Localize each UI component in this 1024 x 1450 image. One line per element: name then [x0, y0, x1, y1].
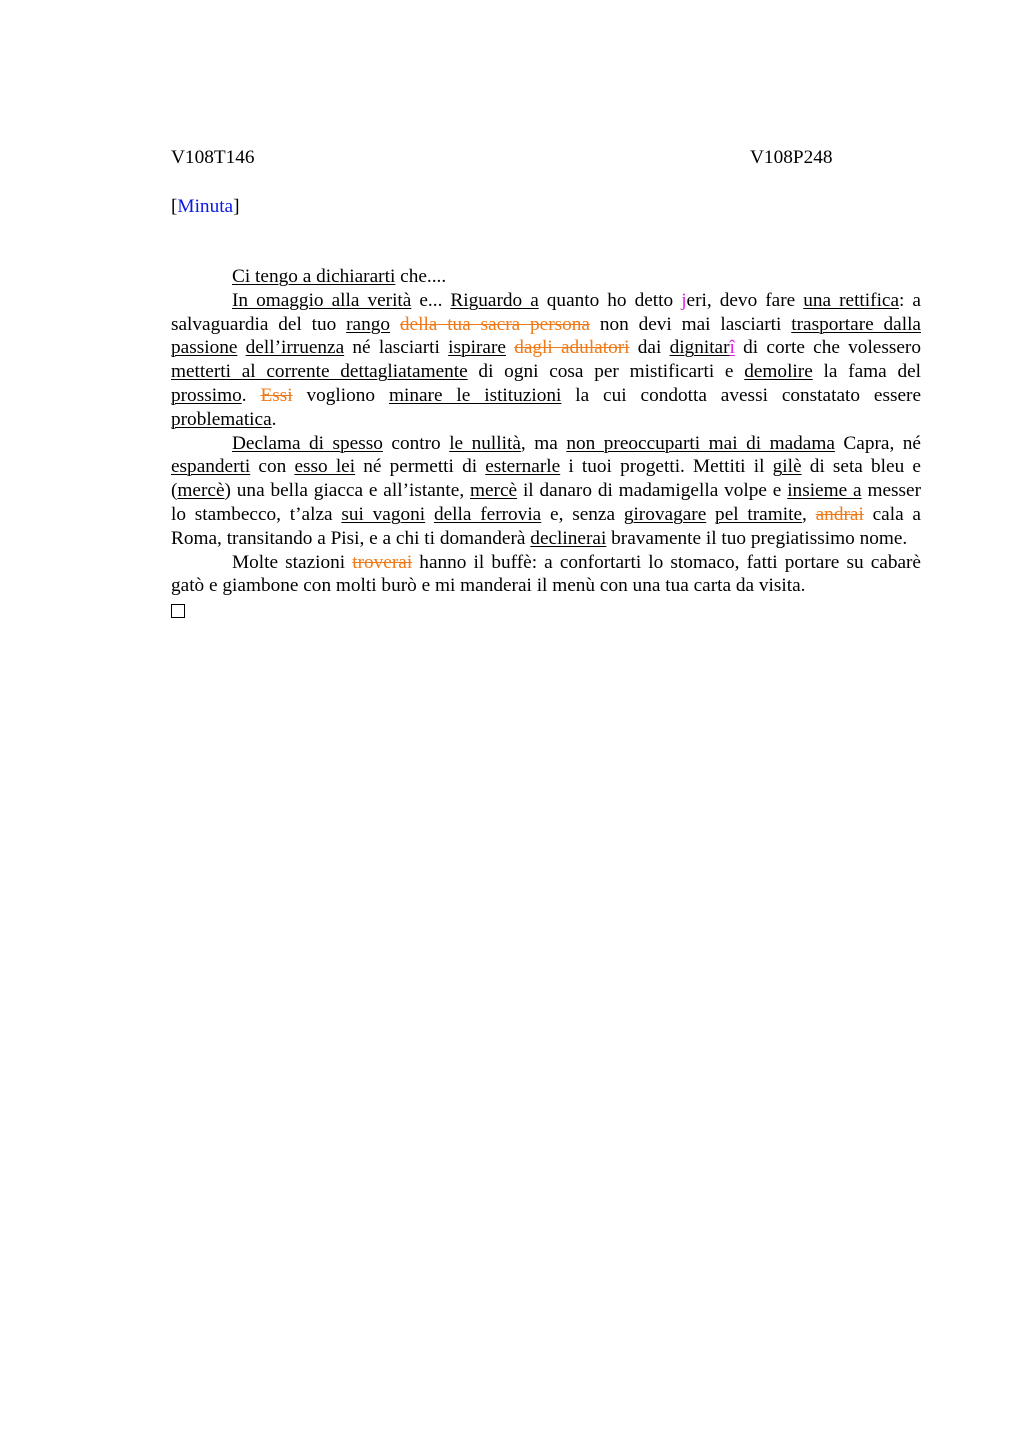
- underlined-text: della ferrovia: [433, 503, 542, 525]
- text-segment: hanno il buffè: a confortarti lo stomaco, fatti portare su cabarè gatò e giambone con molti burò e mi manderai il menù con una tua carta da visita.: [171, 551, 921, 597]
- text-segment: il danaro di madamigella volpe e: [517, 480, 788, 502]
- text-segment: ,: [802, 503, 816, 525]
- underlined-text: dell’irruenza: [245, 337, 345, 359]
- text-segment: quanto ho detto: [538, 289, 682, 311]
- text-segment: .: [241, 384, 261, 406]
- text-segment: contro: [382, 432, 450, 454]
- left-identifier: V108T146: [171, 147, 255, 168]
- deleted-text: della tua sacra persona: [399, 313, 590, 335]
- underlined-text: minare le istituzioni: [388, 384, 562, 406]
- text-segment: di corte che volessero: [734, 337, 921, 359]
- underlined-text: declinerai: [530, 527, 607, 549]
- deleted-text: andrai: [815, 503, 864, 525]
- document-page: [171, 146, 921, 624]
- underlined-text: trasportare dalla passione: [171, 313, 921, 359]
- underlined-text: demolire: [744, 361, 813, 383]
- document-body: [171, 265, 921, 598]
- close-bracket: ]: [233, 196, 240, 217]
- underlined-text: le nullità: [449, 432, 521, 454]
- text-segment: , ma: [520, 432, 567, 454]
- underlined-text: una rettifica: [803, 289, 900, 311]
- text-segment: cala a Roma, transitando a Pisi, e a chi ti domanderà: [171, 503, 921, 549]
- underlined-text: esso lei: [294, 456, 356, 478]
- inserted-underlined-text: î: [729, 337, 735, 359]
- underlined-text: espanderti: [171, 456, 251, 478]
- text-segment: né permetti di: [355, 456, 486, 478]
- underlined-text: gilè: [772, 456, 802, 478]
- underlined-text: girovagare: [623, 503, 707, 525]
- underlined-text: metterti al corrente dettagliatamente: [171, 361, 468, 383]
- paragraph: [171, 432, 921, 551]
- right-identifier: V108P248: [750, 147, 833, 168]
- inserted-text: j: [681, 289, 687, 311]
- underlined-text: insieme a: [787, 480, 862, 502]
- underlined-text: mercè: [470, 480, 518, 502]
- underlined-text: mercè: [177, 480, 225, 502]
- underlined-text: sui vagoni: [341, 503, 426, 525]
- empty-box-icon: [171, 604, 185, 618]
- text-segment: né lasciarti: [344, 337, 449, 359]
- text-segment: la fama del: [812, 361, 922, 383]
- document-identifiers: [171, 146, 921, 170]
- underlined-text: rango: [346, 313, 391, 335]
- underlined-text: non preoccuparti mai di madama: [566, 432, 835, 454]
- text-segment: la cui condotta avessi constatato essere: [561, 384, 921, 406]
- text-segment: messer lo stambecco, t’alza: [171, 480, 921, 525]
- text-segment: e, senza: [541, 503, 624, 525]
- deleted-text: dagli adulatori: [514, 337, 630, 359]
- underlined-text: problematica: [171, 408, 272, 430]
- deleted-text: Essi: [260, 384, 293, 406]
- text-segment: i tuoi progetti. Mettiti il: [560, 456, 773, 478]
- text-segment: con: [250, 456, 295, 478]
- text-segment: [237, 337, 245, 358]
- text-segment: bravamente il tuo pregiatissimo nome.: [606, 527, 908, 549]
- end-of-text-marker: [171, 598, 921, 624]
- text-segment: [425, 504, 434, 525]
- underlined-text: pel tramite: [715, 503, 802, 525]
- paragraph: [171, 265, 921, 289]
- underlined-text: Ci tengo a dichiararti: [232, 266, 396, 287]
- text-segment: e...: [411, 289, 451, 311]
- paragraph: [171, 551, 921, 599]
- text-segment: ) una bella giacca e all’istante,: [224, 480, 470, 502]
- text-segment: di seta bleu e (: [171, 456, 921, 502]
- paragraph: [171, 289, 921, 432]
- document-kind-label: Minuta: [177, 196, 234, 217]
- text-segment: [506, 337, 514, 358]
- underlined-text: In omaggio alla verità: [232, 289, 412, 311]
- text-segment: vogliono: [292, 384, 389, 406]
- text-segment: : a salvaguardia del tuo: [171, 289, 921, 335]
- underlined-text: ispirare: [448, 337, 506, 359]
- deleted-text: troverai: [352, 551, 413, 573]
- open-bracket: [: [171, 196, 178, 217]
- underlined-text: prossimo: [171, 384, 242, 406]
- underlined-text: Declama di spesso: [232, 432, 383, 454]
- text-segment: Capra, né: [834, 432, 921, 454]
- text-segment: che....: [395, 266, 447, 287]
- text-segment: dai: [629, 337, 670, 359]
- underlined-text: dignitar: [669, 337, 730, 359]
- text-segment: [706, 504, 715, 525]
- text-segment: non devi mai lasciarti: [590, 313, 792, 335]
- document-kind-tag: [171, 195, 921, 219]
- text-segment: Molte stazioni: [232, 551, 353, 573]
- text-segment: [390, 314, 400, 335]
- text-segment: .: [271, 408, 277, 430]
- underlined-text: esternarle: [485, 456, 561, 478]
- underlined-text: Riguardo a: [450, 289, 539, 311]
- text-segment: eri, devo fare: [686, 289, 804, 311]
- text-segment: di ogni cosa per mistificarti e: [467, 361, 745, 383]
